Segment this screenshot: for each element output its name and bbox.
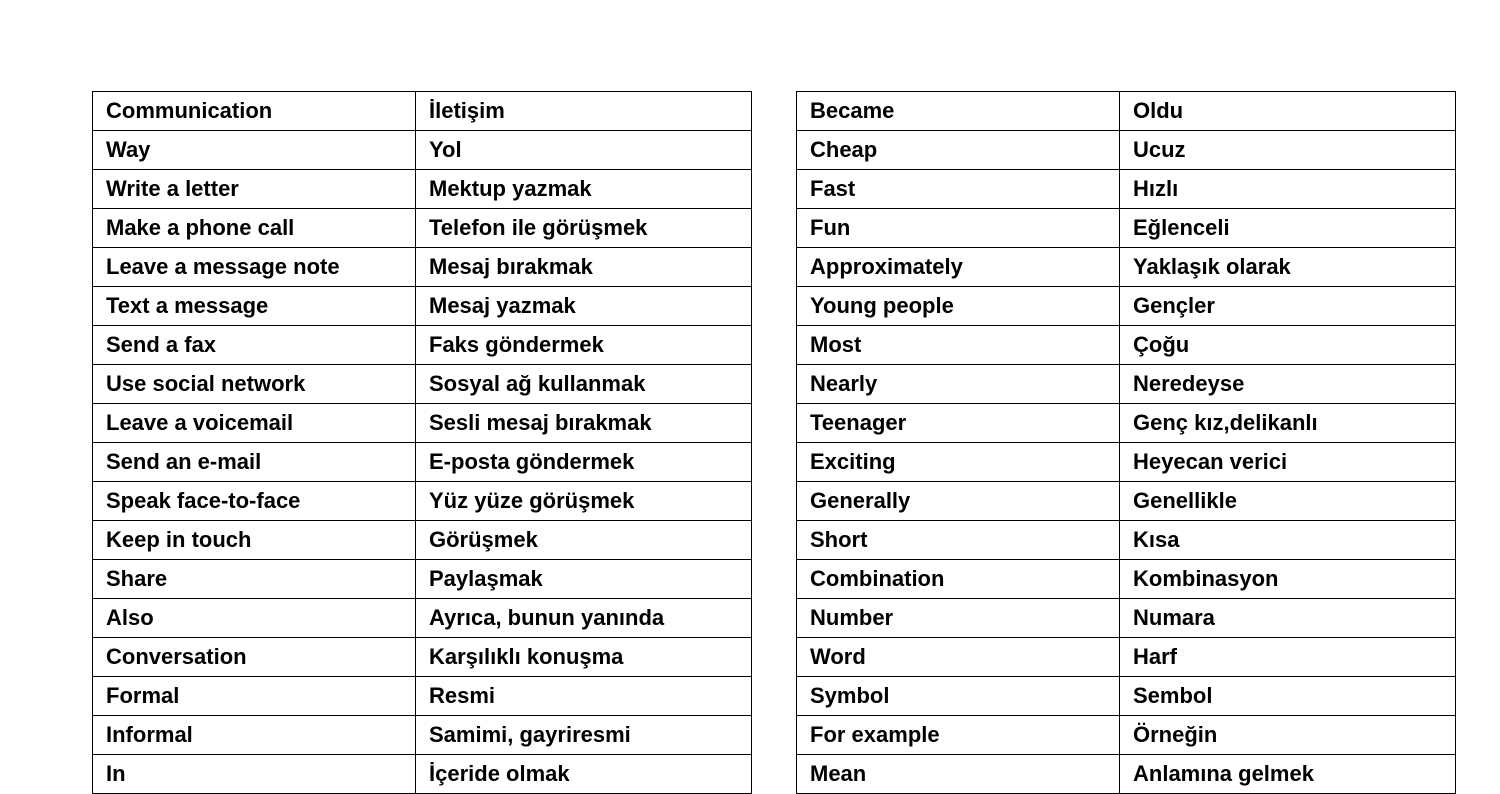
turkish-translation: Genellikle: [1120, 482, 1456, 521]
table-row: [797, 287, 1456, 326]
english-term: Symbol: [797, 677, 1120, 716]
table-row: [797, 404, 1456, 443]
english-term: Way: [93, 131, 416, 170]
english-term: Generally: [797, 482, 1120, 521]
turkish-translation: Eğlenceli: [1120, 209, 1456, 248]
table-row: [797, 443, 1456, 482]
turkish-translation: Harf: [1120, 638, 1456, 677]
turkish-translation: Mesaj bırakmak: [416, 248, 752, 287]
english-term: Became: [797, 92, 1120, 131]
turkish-translation: Çoğu: [1120, 326, 1456, 365]
table-row: [93, 248, 752, 287]
english-term: Leave a message note: [93, 248, 416, 287]
turkish-translation: Heyecan verici: [1120, 443, 1456, 482]
turkish-translation: Karşılıklı konuşma: [416, 638, 752, 677]
turkish-translation: Neredeyse: [1120, 365, 1456, 404]
turkish-translation: Sesli mesaj bırakmak: [416, 404, 752, 443]
table-row: [93, 560, 752, 599]
english-term: Cheap: [797, 131, 1120, 170]
english-term: Communication: [93, 92, 416, 131]
table-row: [797, 638, 1456, 677]
english-term: Write a letter: [93, 170, 416, 209]
turkish-translation: Mektup yazmak: [416, 170, 752, 209]
english-term: Leave a voicemail: [93, 404, 416, 443]
table-row: [93, 209, 752, 248]
table-row: [797, 365, 1456, 404]
english-term: Teenager: [797, 404, 1120, 443]
turkish-translation: Ucuz: [1120, 131, 1456, 170]
english-term: Share: [93, 560, 416, 599]
english-term: Send an e-mail: [93, 443, 416, 482]
turkish-translation: E-posta göndermek: [416, 443, 752, 482]
vocabulary-table-left: [92, 91, 752, 794]
vocabulary-table-right: [796, 91, 1456, 794]
english-term: Make a phone call: [93, 209, 416, 248]
table-row: [93, 755, 752, 794]
english-term: Formal: [93, 677, 416, 716]
turkish-translation: İçeride olmak: [416, 755, 752, 794]
turkish-translation: Örneğin: [1120, 716, 1456, 755]
english-term: Conversation: [93, 638, 416, 677]
table-row: [93, 92, 752, 131]
english-term: In: [93, 755, 416, 794]
table-row: [797, 209, 1456, 248]
english-term: Mean: [797, 755, 1120, 794]
table-row: [797, 521, 1456, 560]
table-row: [797, 248, 1456, 287]
turkish-translation: Sembol: [1120, 677, 1456, 716]
table-row: [797, 755, 1456, 794]
turkish-translation: Kısa: [1120, 521, 1456, 560]
table-row: [93, 716, 752, 755]
english-term: Word: [797, 638, 1120, 677]
english-term: Combination: [797, 560, 1120, 599]
turkish-translation: Hızlı: [1120, 170, 1456, 209]
turkish-translation: Numara: [1120, 599, 1456, 638]
english-term: Short: [797, 521, 1120, 560]
table-row: [93, 677, 752, 716]
turkish-translation: Oldu: [1120, 92, 1456, 131]
turkish-translation: Faks göndermek: [416, 326, 752, 365]
turkish-translation: Yaklaşık olarak: [1120, 248, 1456, 287]
table-row: [797, 131, 1456, 170]
table-row: [797, 482, 1456, 521]
english-term: Most: [797, 326, 1120, 365]
turkish-translation: Yüz yüze görüşmek: [416, 482, 752, 521]
english-term: Nearly: [797, 365, 1120, 404]
table-row: [797, 677, 1456, 716]
table-row: [797, 170, 1456, 209]
table-row: [93, 521, 752, 560]
vocabulary-table-left-body: [93, 92, 752, 794]
table-row: [93, 443, 752, 482]
turkish-translation: Görüşmek: [416, 521, 752, 560]
turkish-translation: Anlamına gelmek: [1120, 755, 1456, 794]
table-row: [797, 599, 1456, 638]
english-term: Keep in touch: [93, 521, 416, 560]
english-term: Speak face-to-face: [93, 482, 416, 521]
english-term: Text a message: [93, 287, 416, 326]
turkish-translation: Resmi: [416, 677, 752, 716]
turkish-translation: Paylaşmak: [416, 560, 752, 599]
table-row: [93, 638, 752, 677]
turkish-translation: Sosyal ağ kullanmak: [416, 365, 752, 404]
turkish-translation: Telefon ile görüşmek: [416, 209, 752, 248]
table-row: [93, 365, 752, 404]
vocabulary-table-right-body: [797, 92, 1456, 794]
turkish-translation: Kombinasyon: [1120, 560, 1456, 599]
english-term: Also: [93, 599, 416, 638]
english-term: Fast: [797, 170, 1120, 209]
table-row: [797, 716, 1456, 755]
turkish-translation: Yol: [416, 131, 752, 170]
turkish-translation: İletişim: [416, 92, 752, 131]
table-row: [93, 326, 752, 365]
table-row: [93, 482, 752, 521]
english-term: Informal: [93, 716, 416, 755]
turkish-translation: Mesaj yazmak: [416, 287, 752, 326]
english-term: Send a fax: [93, 326, 416, 365]
table-row: [797, 326, 1456, 365]
table-row: [797, 560, 1456, 599]
turkish-translation: Samimi, gayriresmi: [416, 716, 752, 755]
table-row: [93, 404, 752, 443]
table-row: [797, 92, 1456, 131]
table-row: [93, 287, 752, 326]
turkish-translation: Ayrıca, bunun yanında: [416, 599, 752, 638]
table-row: [93, 170, 752, 209]
english-term: Number: [797, 599, 1120, 638]
english-term: Fun: [797, 209, 1120, 248]
english-term: Young people: [797, 287, 1120, 326]
table-row: [93, 131, 752, 170]
english-term: Use social network: [93, 365, 416, 404]
english-term: For example: [797, 716, 1120, 755]
turkish-translation: Gençler: [1120, 287, 1456, 326]
english-term: Exciting: [797, 443, 1120, 482]
english-term: Approximately: [797, 248, 1120, 287]
turkish-translation: Genç kız,delikanlı: [1120, 404, 1456, 443]
table-row: [93, 599, 752, 638]
